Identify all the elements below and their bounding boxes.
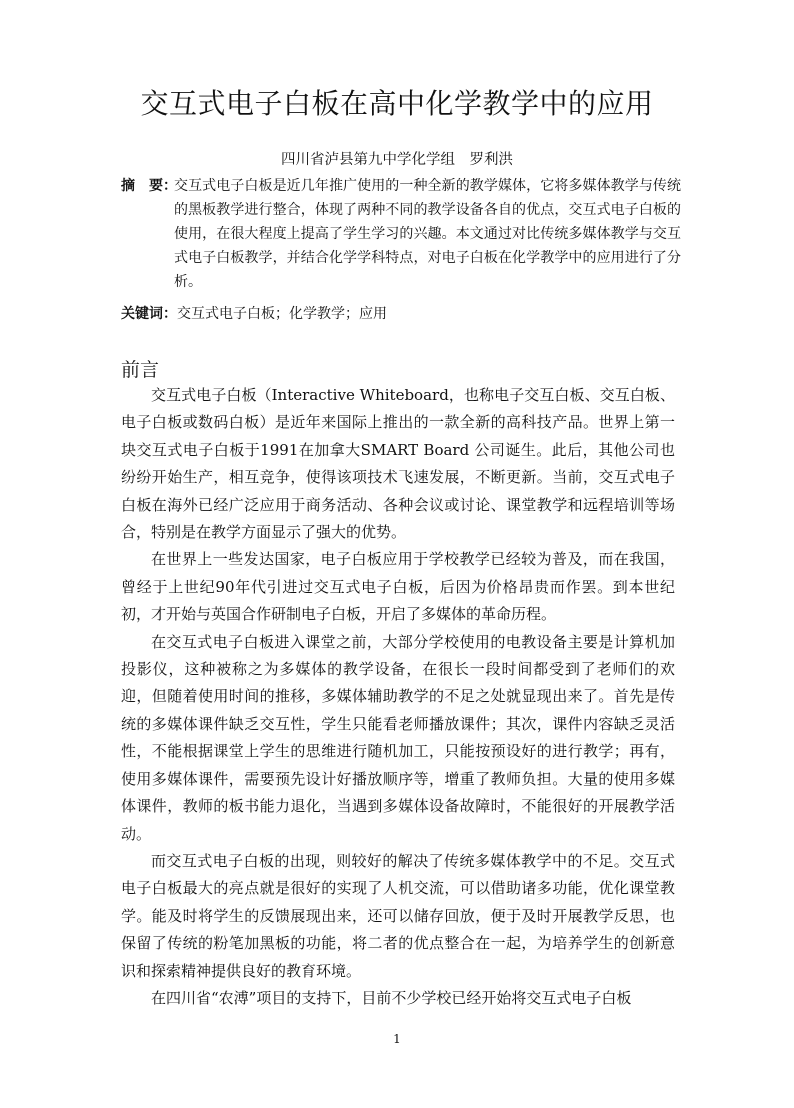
keywords-line [121, 303, 387, 323]
author-line: 四川省泸县第九中学化学组 罗利洪 [281, 152, 513, 168]
body-text [121, 382, 675, 1012]
abstract-block [121, 174, 681, 294]
document-title: 交互式电子白板在高中化学教学中的应用 [140, 87, 654, 120]
paragraph: 在四川省“农溥”项目的支持下，目前不少学校已经开始将交互式电子白板 [151, 988, 632, 1007]
paragraph: 交互式电子白板（Interactive Whiteboard，也称电子交互白板、交互白板、电子白板或数码白板）是近年来国际上推出的一款全新的高科技产品。世界上第一块交互式电子白板于1991在加拿大SMART Board 公司诞生。此后，其他公司也纷纷开始生产，相互竞争，使得该项技术飞速发展，不断更新。当前，交互式电子白板在海外已经广泛应用于商务活动、各种会议或讨论、课堂教学和远程培训等场合，特别是在教学方面显示了强大的优势。 [121, 386, 675, 542]
keywords-text: 交互式电子白板；化学教学；应用 [177, 306, 387, 322]
paragraph: 在交互式电子白板进入课堂之前，大部分学校使用的电教设备主要是计算机加投影仪，这种被称之为多媒体的教学设备，在很长一段时间都受到了老师们的欢迎，但随着使用时间的推移，多媒体辅助教学的不足之处就显现出来了。首先是传统的多媒体课件缺乏交互性，学生只能看老师播放课件；其次，课件内容缺乏灵活性，不能根据课堂上学生的思维进行随机加工，只能按预设好的进行教学；再有，使用多媒体课件，需要预先设计好播放顺序等，增重了教师负担。大量的使用多媒体课件，教师的板书能力退化，当遇到多媒体设备故障时，不能很好的开展教学活动。 [121, 632, 675, 843]
paragraph: 在世界上一些发达国家，电子白板应用于学校教学已经较为普及，而在我国，曾经于上世纪90年代引进过交互式电子白板，后因为价格昂贵而作罢。到本世纪初，才开始与英国合作研制电子白板，开启了多媒体的革命历程。 [121, 550, 675, 624]
keywords-label: 关键词： [121, 306, 177, 322]
section-heading: 前言 [121, 359, 160, 381]
abstract-text: 交互式电子白板是近几年推广使用的一种全新的教学媒体，它将多媒体教学与传统的黑板教学进行整合，体现了两种不同的教学设备各自的优点，交互式电子白板的使用，在很大程度上提高了学生学习的兴趣。本文通过对比传统多媒体教学与交互式电子白板教学，并结合化学学科特点，对电子白板在化学教学中的应用进行了分析。 [174, 178, 681, 290]
paragraph: 而交互式电子白板的出现，则较好的解决了传统多媒体教学中的不足。交互式电子白板最大的亮点就是很好的实现了人机交流，可以借助诸多功能，优化课堂教学。能及时将学生的反馈展现出来，还可以储存回放，便于及时开展教学反思，也保留了传统的粉笔加黑板的功能，将二者的优点整合在一起，为培养学生的创新意识和探索精神提供良好的教育环境。 [121, 851, 675, 980]
page-number: 1 [393, 1032, 401, 1046]
abstract-label: 摘 要： [121, 178, 177, 194]
